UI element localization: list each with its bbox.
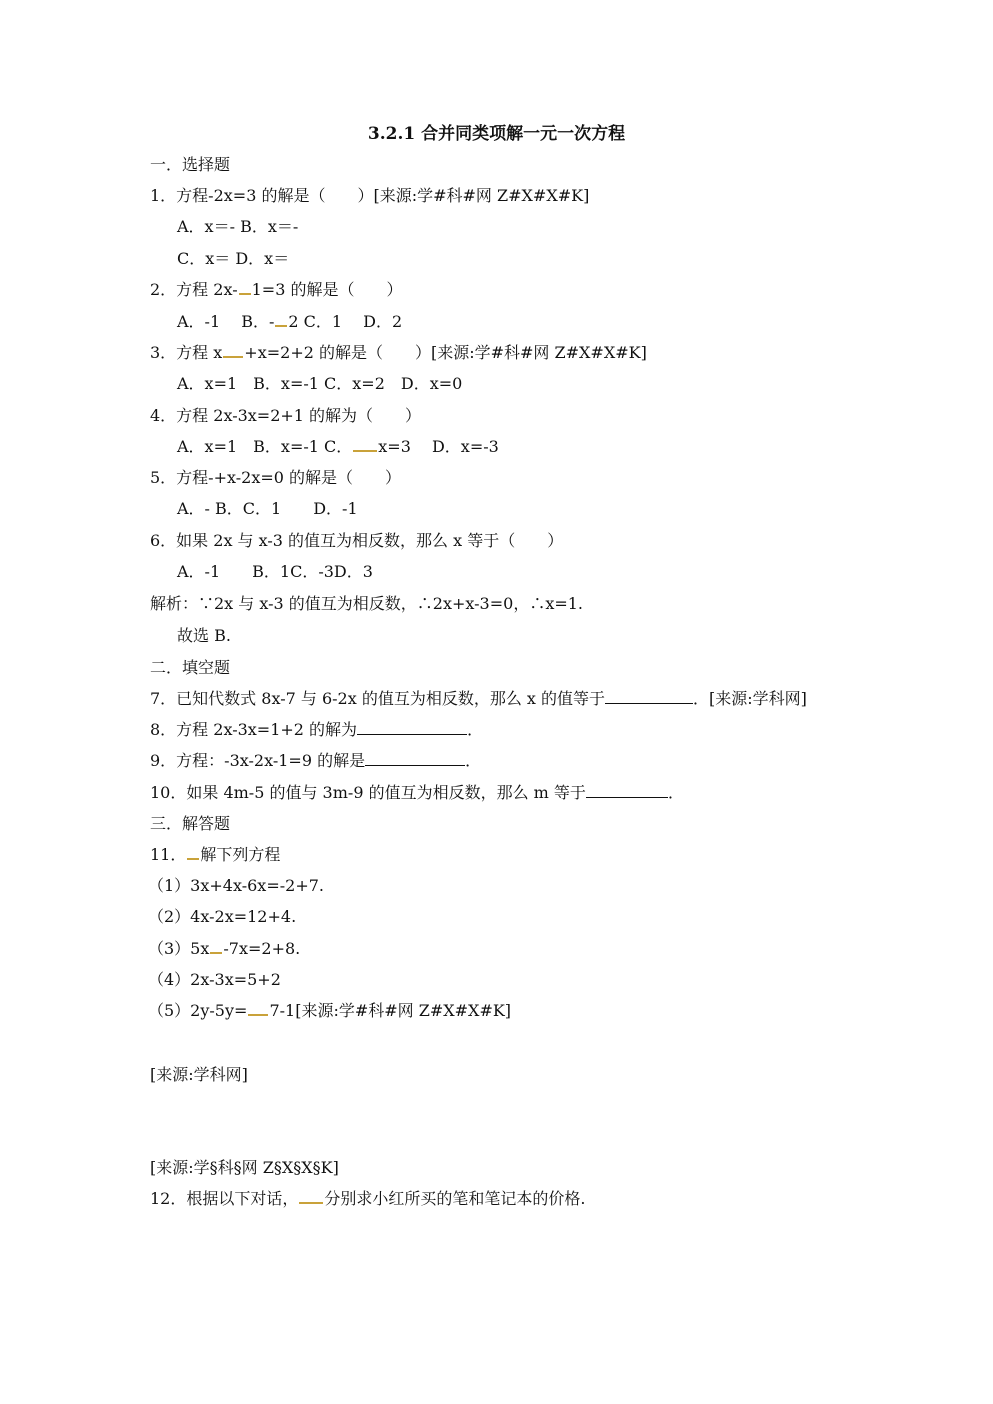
question-1-options-cd: C．x＝ D．x＝ xyxy=(177,249,290,268)
question-1-options-ab: A．x＝- B．x＝- xyxy=(177,217,299,236)
question-12-text: 12．根据以下对话， xyxy=(150,1189,299,1208)
question-4-options-part-b: x=3 D．x=-3 xyxy=(378,437,499,456)
question-4-options xyxy=(177,436,499,458)
question-11-part-5 xyxy=(148,1000,511,1022)
answer-blank xyxy=(365,765,465,766)
question-10 xyxy=(150,782,684,804)
question-10-text: 10．如果 4m-5 的值与 3m-9 的值互为相反数，那么 m 等于 xyxy=(150,783,586,802)
question-10-tail: ． xyxy=(667,783,684,802)
question-4-stem: 4．方程 2x-3x=2+1 的解为（ ） xyxy=(150,406,422,425)
question-8-text: 8．方程 2x-3x=1+2 的解为 xyxy=(150,720,358,739)
question-9-tail: ． xyxy=(465,751,482,770)
question-11-part-5-a: （5）2y-5y= xyxy=(148,1001,248,1020)
gold-mark xyxy=(187,858,199,860)
question-3-options: A．x=1 B．x=-1 C．x=2 D．x=0 xyxy=(177,374,463,393)
question-5-stem: 5．方程-+x-2x=0 的解是（ ） xyxy=(150,468,402,487)
page-title: 3.2.1 合并同类项解一元一次方程 xyxy=(367,124,626,144)
question-7-text: 7．已知代数式 8x-7 与 6-2x 的值互为相反数，那么 x 的值等于 xyxy=(150,689,606,708)
gold-mark xyxy=(210,952,222,954)
section-heading-fill: 二．填空题 xyxy=(150,658,231,677)
gold-mark xyxy=(223,356,243,358)
question-1-stem: 1．方程-2x=3 的解是（ ）[来源:学#科#网 Z#X#X#K] xyxy=(150,186,590,205)
question-2-options xyxy=(177,311,402,333)
answer-blank xyxy=(586,797,668,798)
question-12-tail: 分别求小红所买的笔和笔记本的价格. xyxy=(324,1189,586,1208)
gold-mark xyxy=(353,450,377,452)
question-11-part-3-a: （3）5x xyxy=(148,939,210,958)
question-11-instruction: 解下列方程 xyxy=(200,845,281,864)
question-11-part-2: （2）4x-2x=12+4. xyxy=(148,907,297,926)
question-8-tail: ． xyxy=(467,720,484,739)
gold-mark xyxy=(248,1014,268,1016)
analysis-line-1: 解析：∵2x 与 x-3 的值互为相反数，∴2x+x-3=0，∴x=1. xyxy=(150,594,584,613)
question-6-stem: 6．如果 2x 与 x-3 的值互为相反数，那么 x 等于（ ） xyxy=(150,531,564,550)
gold-mark xyxy=(299,1202,323,1204)
question-11-part-3 xyxy=(148,938,300,960)
question-9-text: 9．方程：-3x-2x-1=9 的解是 xyxy=(150,751,366,770)
question-2-options-part-a: A．-1 B．- xyxy=(177,312,275,331)
question-4-options-part-a: A．x=1 B．x=-1 C． xyxy=(177,437,353,456)
question-3-stem xyxy=(150,342,647,364)
section-heading-solve: 三．解答题 xyxy=(150,814,231,833)
question-3-stem-part-a: 3．方程 x xyxy=(150,343,223,362)
question-2-stem-part-b: 1=3 的解是（ ） xyxy=(251,280,403,299)
question-5-options: A．- B．C．1 D．-1 xyxy=(177,499,358,518)
source-note-1: [来源:学科网] xyxy=(150,1065,248,1084)
question-8 xyxy=(150,719,483,741)
question-9 xyxy=(150,750,481,772)
question-2-stem-part-a: 2．方程 2x- xyxy=(150,280,238,299)
question-11-part-3-b: -7x=2+8. xyxy=(223,939,301,958)
answer-blank xyxy=(357,734,467,735)
question-11-stem xyxy=(150,844,280,866)
question-7 xyxy=(150,688,807,710)
question-3-stem-part-b: +x=2+2 的解是（ ）[来源:学#科#网 Z#X#X#K] xyxy=(244,343,647,362)
question-2-options-part-b: 2 C．1 D．2 xyxy=(288,312,403,331)
question-12 xyxy=(150,1188,585,1210)
analysis-line-2: 故选 B. xyxy=(177,626,231,645)
question-2-stem xyxy=(150,279,402,301)
question-11-part-1: （1）3x+4x-6x=-2+7. xyxy=(148,876,324,895)
question-6-options: A．-1 B．1C．-3D．3 xyxy=(177,562,373,581)
gold-mark xyxy=(275,325,287,327)
section-heading-choice: 一．选择题 xyxy=(150,155,231,174)
question-11-part-5-b: 7-1[来源:学#科#网 Z#X#X#K] xyxy=(269,1001,512,1020)
question-7-tail: ．[来源:学科网] xyxy=(693,689,807,708)
answer-blank xyxy=(605,703,693,704)
gold-mark xyxy=(239,293,251,295)
question-11-number: 11． xyxy=(150,845,187,864)
question-11-part-4: （4）2x-3x=5+2 xyxy=(148,970,281,989)
source-note-2: [来源:学§科§网 Z§X§X§K] xyxy=(150,1158,339,1177)
